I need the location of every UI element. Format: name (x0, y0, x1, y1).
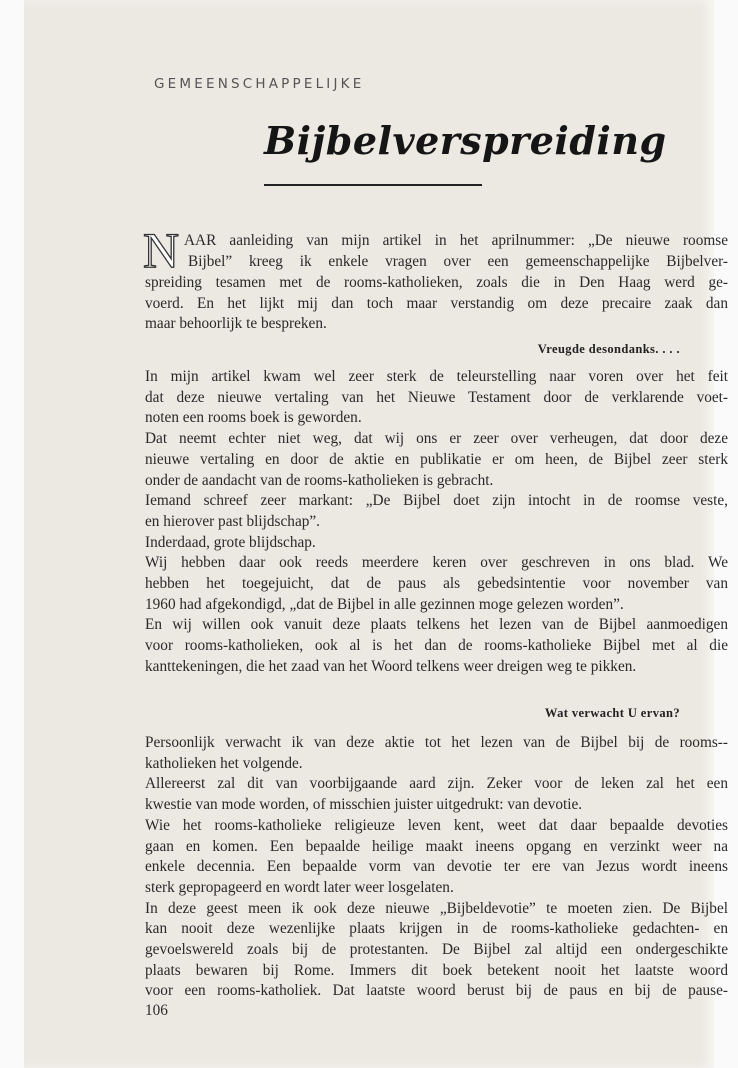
text-line: enkele decennia. Een bepaalde vorm van devotie ter ere van Jezus wordt ineens (145, 858, 728, 876)
text-line: onder de aandacht van de rooms-katholieken is gebracht. (145, 471, 494, 489)
text-line: gevoelswereld zoals bij de protestanten. De Bijbel zal altijd een ondergeschikte (145, 941, 728, 958)
text-line: voor rooms-katholieken, ook al is het dan de rooms-katholieke Bijbel met al die (145, 637, 728, 655)
text-line: dat deze nieuwe vertaling van het Nieuwe Testament door de verklarende voet- (145, 388, 728, 406)
text-line: Persoonlijk verwacht ik van deze aktie tot het lezen van de Bijbel bij de rooms-- (145, 734, 728, 751)
drop-cap: N (143, 222, 180, 278)
text-line: katholieken het volgende. (145, 754, 303, 772)
text-line: Iemand schreef zeer markant: „De Bijbel doet zijn intocht in de roomse veste, (145, 492, 728, 510)
text-line: AAR aanleiding van mijn artikel in het aprilnummer: „De nieuwe roomse (184, 232, 728, 249)
text-line: Wij hebben daar ook reeds meerdere keren over geschreven in ons blad. We (145, 554, 728, 572)
page-number: 106 (145, 1002, 168, 1019)
text-line: gaan en komen. Een bepaalde heilige maakt ineens opgang en verzinkt weer na (145, 837, 728, 855)
text-line: noten een rooms boek is geworden. (145, 409, 362, 427)
section-heading: Vreugde desondanks. . . . (537, 342, 680, 356)
text-line: In mijn artikel kwam wel zeer sterk de teleurstelling naar voren over het feit (145, 368, 728, 385)
title-divider (264, 184, 482, 186)
text-line: nieuwe vertaling en door de aktie en publikatie er om heen, de Bijbel zeer sterk (145, 450, 728, 468)
text-line: hebben het toegejuicht, dat de paus als gebedsintentie voor november van (145, 575, 728, 592)
text-line: voerd. En het lijkt mij dan toch maar verstandig om deze precaire zaak dan (145, 295, 728, 312)
text-line: plaats bewaren bij Rome. Immers dit boek betekent nooit het laatste woord (145, 961, 728, 979)
text-line: kanttekeningen, die het zaad van het Woord telkens weer dreigen weg te pikken. (145, 657, 637, 675)
text-line: maar behoorlijk te bespreken. (145, 315, 327, 332)
text-line: kan nooit deze wezenlijke plaats krijgen in de rooms-katholieke gedachten- en (145, 920, 728, 938)
text-line: En wij willen ook vanuit deze plaats telkens het lezen van de Bijbel aanmoedigen (145, 616, 728, 634)
page-title: Bijbelverspreiding (264, 118, 667, 163)
text-line: Dat neemt echter niet weg, dat wij ons er zeer over verheugen, dat door deze (145, 430, 728, 448)
title-kicker: GEMEENSCHAPPELIJKE (154, 76, 365, 92)
text-line: Allereerst zal dit van voorbijgaande aard zijn. Zeker voor de leken zal het een (145, 775, 728, 793)
text-line: kwestie van mode worden, of misschien juister uitgedrukt: van devotie. (145, 796, 583, 814)
text-line: voor een rooms-katholiek. Dat laatste woord berust bij de paus en bij de pause- (145, 982, 728, 1000)
text-line: Wie het rooms-katholieke religieuze leven kent, weet dat daar bepaalde devoties (145, 816, 728, 834)
section-heading: Wat verwacht U ervan? (544, 706, 680, 720)
text-line: sterk gepropageerd en wordt later weer losgelaten. (145, 878, 454, 896)
text-line: en hierover past blijdschap”. (145, 512, 321, 530)
text-line: Bijbel” kreeg ik enkele vragen over een gemeenschappelijke Bijbelver- (188, 253, 728, 270)
text-line: Inderdaad, grote blijdschap. (145, 533, 316, 551)
document-page (24, 0, 728, 1068)
text-line: spreiding tesamen met de rooms-katholieken, zoals die in Den Haag werd ge- (145, 274, 728, 291)
text-line: 1960 had afgekondigd, „dat de Bijbel in alle gezinnen moge gelezen worden”. (145, 595, 624, 613)
text-line: In deze geest meen ik ook deze nieuwe „Bijbeldevotie” te moeten zien. De Bijbel (145, 899, 728, 917)
